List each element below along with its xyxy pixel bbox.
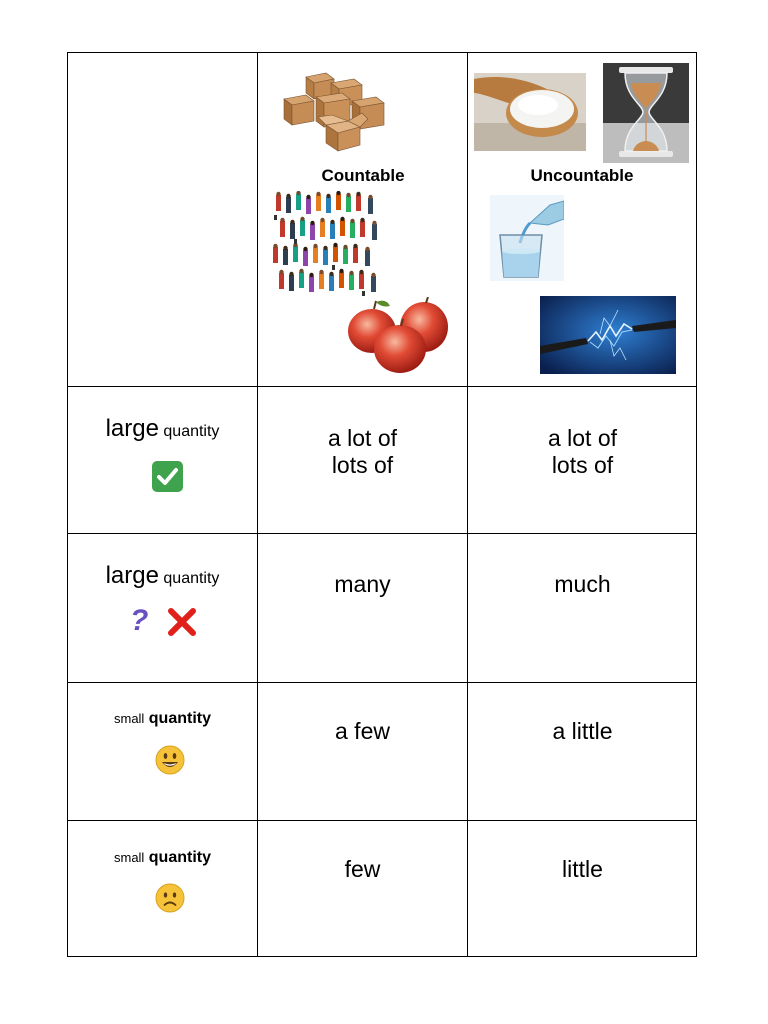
electricity-image (540, 296, 676, 374)
row-label-cell (68, 683, 257, 820)
row-label-sub: quantity (163, 570, 220, 587)
cell-text-line: much (554, 571, 611, 597)
countable-heading: Countable (321, 166, 405, 185)
uncountable-header-cell (468, 53, 697, 386)
countable-row-cell (258, 683, 467, 820)
hourglass-image (603, 63, 689, 163)
countable-row-cell (258, 387, 467, 533)
quantifier-table (67, 52, 697, 957)
uncountable-heading: Uncountable (530, 166, 634, 185)
countable-header-cell (258, 53, 467, 386)
row-label-main: large (105, 415, 159, 442)
countable-row-cell (258, 821, 467, 956)
row-label-sub: quantity (163, 423, 220, 440)
cell-text-line: lots of (331, 452, 394, 478)
cell-text-line: a lot of (547, 425, 618, 451)
cell-text-line: a little (552, 718, 613, 744)
sugar-image (474, 73, 586, 151)
row-label-main: large (105, 562, 159, 589)
cross-mark-icon (166, 606, 198, 638)
countable-row-cell (258, 534, 467, 682)
uncountable-row-cell (468, 387, 697, 533)
uncountable-row-cell (468, 821, 697, 956)
row-label-sub: quantity (148, 849, 211, 866)
row-label-main: small (113, 850, 145, 865)
uncountable-row-cell (468, 534, 697, 682)
cell-text-line: few (344, 856, 381, 882)
row-label-cell (68, 387, 257, 533)
cell-text-line: many (334, 571, 391, 597)
frowning-face-icon (155, 883, 185, 913)
uncountable-row-cell (468, 683, 697, 820)
apples-image (346, 297, 452, 375)
check-mark-icon (151, 460, 184, 493)
row-label-sub: quantity (148, 710, 211, 727)
water-image (490, 195, 564, 281)
boxes-image (276, 69, 386, 153)
question-mark-icon: ? (130, 604, 149, 637)
row-label-cell (68, 821, 257, 956)
cell-text-line: little (562, 856, 603, 882)
smiling-face-icon (155, 745, 185, 775)
cell-text-line: a lot of (327, 425, 398, 451)
row-label-main: small (113, 711, 145, 726)
row-label-cell (68, 534, 257, 682)
cell-text-line: lots of (551, 452, 614, 478)
people-image (272, 191, 384, 297)
cell-text-line: a few (335, 718, 390, 744)
